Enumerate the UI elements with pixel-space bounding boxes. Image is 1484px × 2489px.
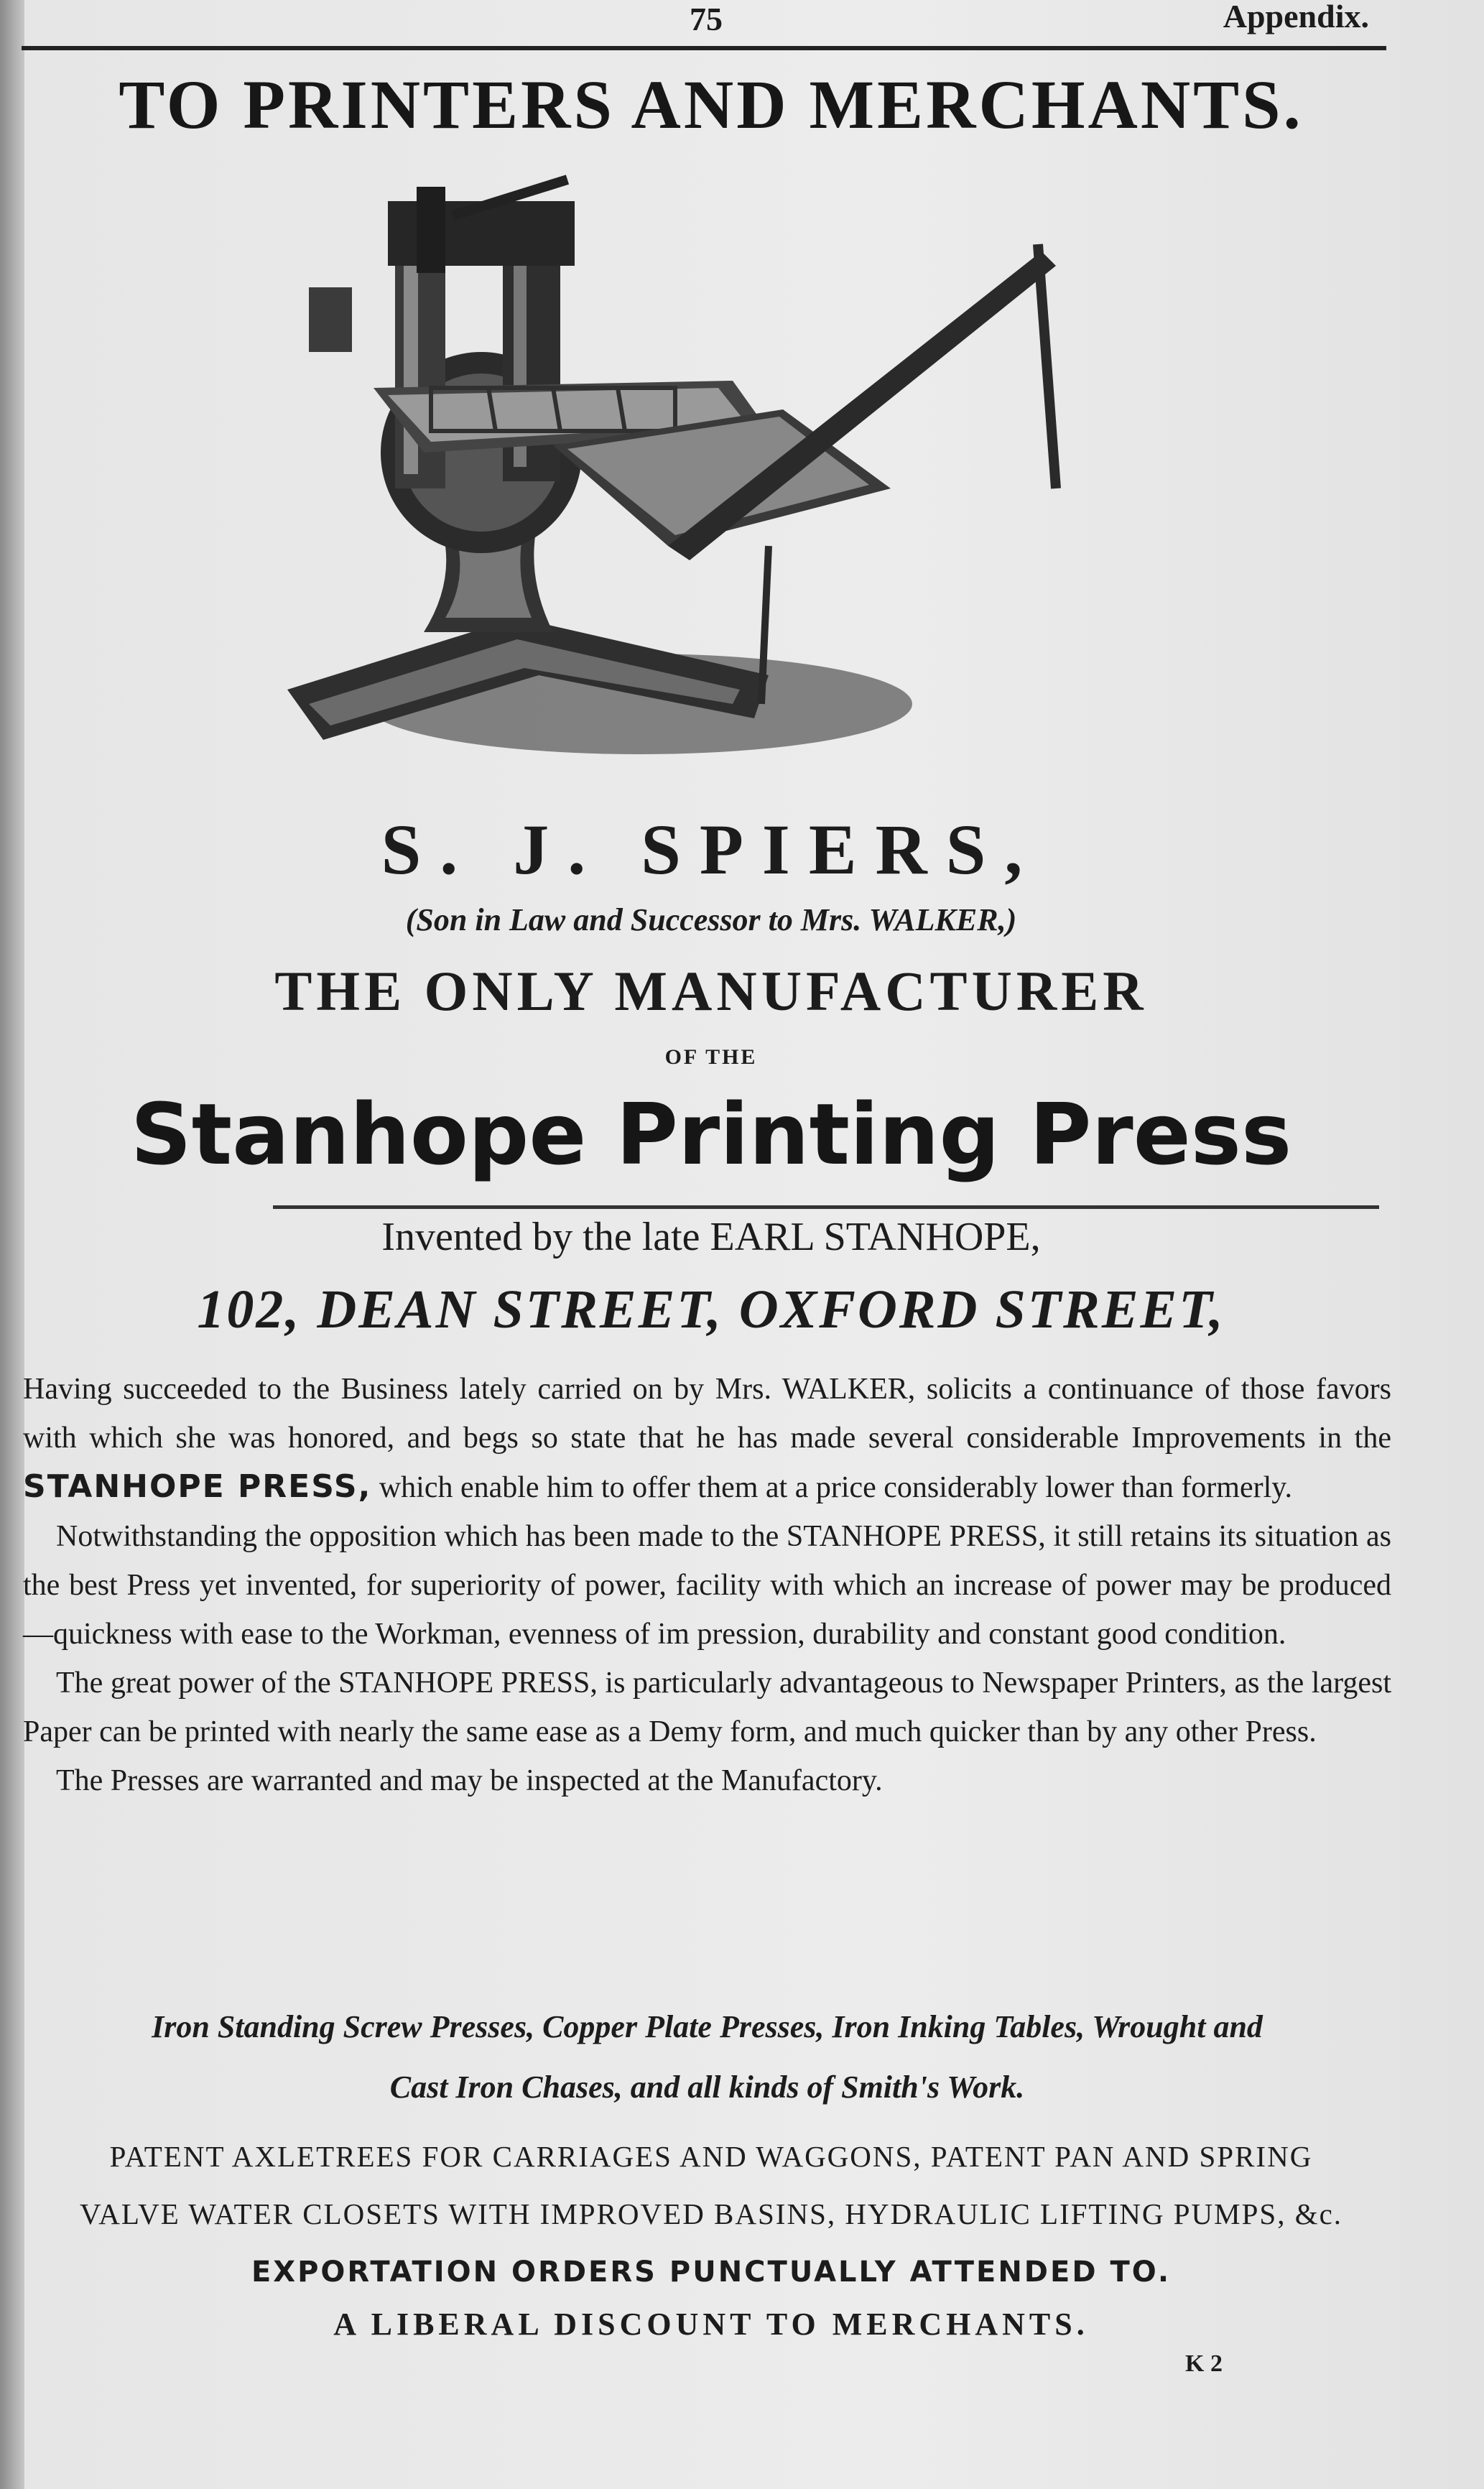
product-title: Stanhope Printing Press [130, 1085, 1292, 1184]
paragraph-1-start: Having succeeded to the Business lately carried on by Mrs. WALKER, solicits a continuance of those favors with which she was honored, and begs so state that he has made several considerable Improvements in the [23, 1373, 1391, 1455]
of-the-label: OF THE [664, 1045, 758, 1069]
proprietor-name: S. J. SPIERS, [381, 810, 1042, 889]
products-line-1: Iron Standing Screw Presses, Copper Plate Presses, Iron Inking Tables, Wrought and [152, 2009, 1263, 2044]
header-rule [22, 46, 1386, 50]
discount-notice: A LIBERAL DISCOUNT TO MERCHANTS. [333, 2307, 1089, 2342]
paragraph-1 [23, 1365, 1391, 1512]
paragraph-1-end: which enable him to offer them at a price considerably lower than formerly. [371, 1471, 1293, 1504]
signature-mark: K 2 [1185, 2350, 1223, 2377]
section-label: Appendix. [1223, 0, 1369, 34]
stanhope-press-engraving [266, 172, 1128, 790]
products-line-2: Cast Iron Chases, and all kinds of Smith's Work. [389, 2069, 1025, 2105]
manufacturer-claim: THE ONLY MANUFACTURER [274, 960, 1148, 1022]
body-copy [23, 1365, 1391, 1805]
press-name-emphasis: STANHOPE PRESS, [23, 1468, 372, 1505]
business-address: 102, DEAN STREET, OXFORD STREET, [197, 1279, 1225, 1340]
page-edge-shadow [0, 0, 24, 2489]
headline: TO PRINTERS AND MERCHANTS. [119, 66, 1304, 143]
patent-line-1: PATENT AXLETREES FOR CARRIAGES AND WAGGONS, PATENT PAN AND SPRING [109, 2140, 1313, 2173]
page-number: 75 [690, 1, 723, 37]
export-notice: EXPORTATION ORDERS PUNCTUALLY ATTENDED TO. [251, 2256, 1172, 2289]
paragraph-4: The Presses are warranted and may be inspected at the Manufactory. [56, 1764, 883, 1797]
products-list [23, 1997, 1391, 2118]
inventor-line: Invented by the late EARL STANHOPE, [381, 1215, 1041, 1259]
paragraph-3: The great power of the STANHOPE PRESS, is particularly advantageous to Newspaper Printers, as the largest Paper can be printed with nearly the same ease as a Demy form, and much quicker than by any other Press. [23, 1667, 1391, 1748]
patent-line-2: VALVE WATER CLOSETS WITH IMPROVED BASINS, HYDRAULIC LIFTING PUMPS, &c. [79, 2197, 1343, 2230]
proprietor-subtitle: (Son in Law and Successor to Mrs. WALKER,) [405, 902, 1017, 937]
paragraph-2: Notwithstanding the opposition which has been made to the STANHOPE PRESS, it still retains its situation as the best Press yet invented, for superiority of power, facility with which an increase of power may be produced—quickness with ease to the Workman, evenness of im pression, durability and constant good condition. [23, 1520, 1391, 1651]
title-rule [273, 1205, 1379, 1209]
